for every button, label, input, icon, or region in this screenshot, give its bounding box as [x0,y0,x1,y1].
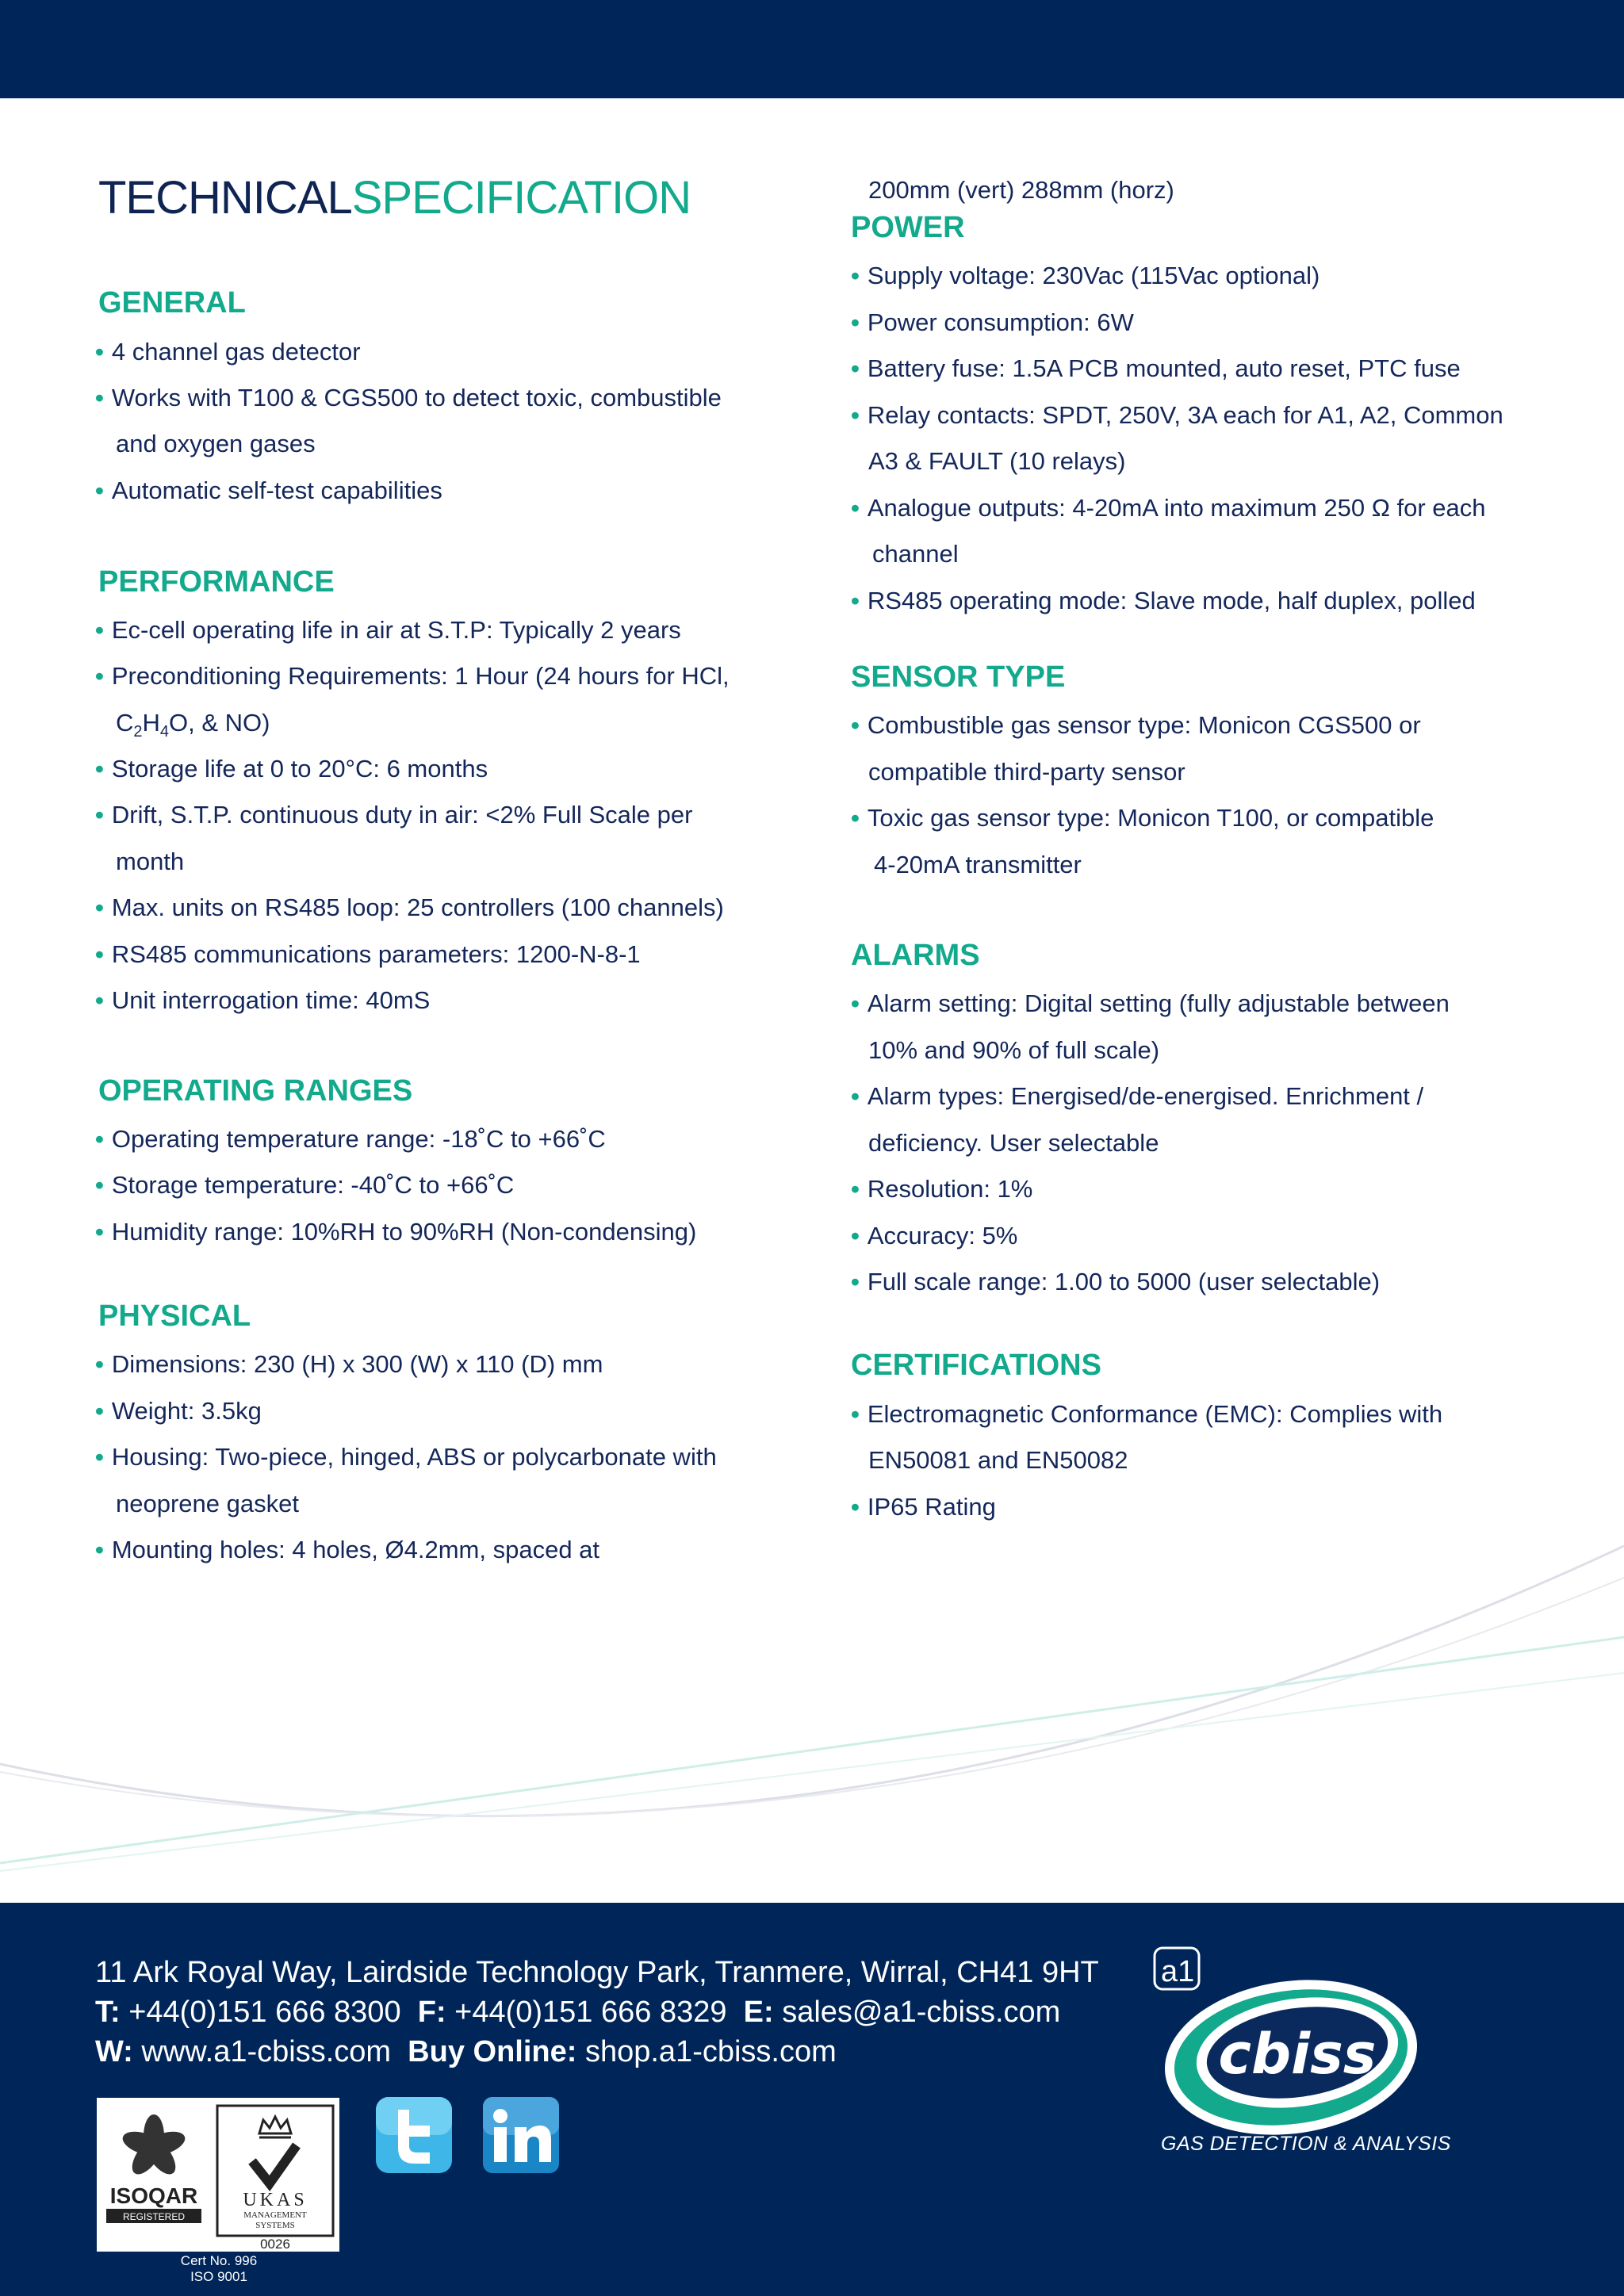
a1-logo-text: a1 [1161,1955,1195,1988]
physical-heading: PHYSICAL [98,1299,251,1333]
power-item: • Battery fuse: 1.5A PCB mounted, auto reset, PTC fuse [851,354,1461,382]
power-item: • Analogue outputs: 4-20mA into maximum 250 Ω for each [851,494,1486,522]
power-heading: POWER [851,211,965,244]
performance-heading: PERFORMANCE [98,565,335,599]
footer-contact-line: T: +44(0)151 666 8300 F: +44(0)151 666 8329 E: sales@a1-cbiss.com [95,1996,1061,2029]
power-item-continued: channel [872,540,959,568]
checkmark-icon [252,2145,297,2183]
power-item: • Supply voltage: 230Vac (115Vac optional) [851,262,1320,289]
footer-web-line: W: www.a1-cbiss.com Buy Online: shop.a1-cbiss.com [95,2035,837,2068]
alarm-item: • Alarm setting: Digital setting (fully adjustable between [851,989,1450,1017]
general-item-continued: and oxygen gases [116,430,316,457]
sensor-type-heading: SENSOR TYPE [851,660,1066,694]
certification-badges [97,2098,339,2252]
alarm-item-continued: 10% and 90% of full scale) [868,1036,1160,1064]
iso-standard: ISO 9001 [190,2269,247,2284]
general-heading: GENERAL [98,286,246,320]
operating-ranges-heading: OPERATING RANGES [98,1074,413,1108]
logo-tagline: GAS DETECTION & ANALYSIS [1161,2133,1451,2155]
performance-formula: $C_2H_4O$, & NO) [116,709,270,741]
physical-item-continued: neoprene gasket [116,1490,299,1517]
page-title [98,168,691,228]
physical-item: • Mounting holes: 4 holes, Ø4.2mm, spaced at [95,1536,600,1563]
alarm-item: • Accuracy: 5% [851,1222,1018,1249]
registered-text: REGISTERED [122,2211,186,2222]
alarm-item-continued: deficiency. User selectable [868,1129,1159,1157]
phone-number[interactable]: +44(0)151 666 8300 [128,1996,401,2029]
alarm-item: • Resolution: 1% [851,1175,1033,1203]
certification-item: • IP65 Rating [851,1493,996,1521]
sensor-type-item: • Combustible gas sensor type: Monicon CGS500 or [851,711,1421,739]
cbiss-logo-text: cbiss [1218,2022,1377,2087]
operating-range-item: • Operating temperature range: -18˚C to +66˚C [95,1125,606,1153]
operating-range-item: • Humidity range: 10%RH to 90%RH (Non-condensing) [95,1218,697,1246]
certifications-heading: CERTIFICATIONS [851,1349,1101,1382]
cert-number: Cert No. 996 [180,2253,258,2268]
website-link[interactable]: www.a1-cbiss.com [141,2035,392,2068]
power-item: • Relay contacts: SPDT, 250V, 3A each for A1, A2, Common [851,401,1503,429]
ukas-text: UKAS [243,2190,308,2210]
sensor-type-item-continued: compatible third-party sensor [868,758,1185,786]
power-item: • RS485 operating mode: Slave mode, half duplex, polled [851,587,1476,614]
title-technical: TECHNICAL [98,172,352,224]
physical-item: • Dimensions: 230 (H) x 300 (W) x 110 (D) mm [95,1350,603,1378]
linkedin-icon[interactable] [481,2095,561,2175]
general-item: • Automatic self-test capabilities [95,476,442,504]
sensor-type-item-continued: 4-20mA transmitter [874,851,1082,878]
physical-item: • Weight: 3.5kg [95,1397,262,1425]
sensor-type-item: • Toxic gas sensor type: Monicon T100, or compatible [851,804,1434,832]
performance-item: • Drift, S.T.P. continuous duty in air: <2% Full Scale per [95,801,693,828]
ukas-number: 0026 [260,2237,290,2252]
performance-item: • RS485 communications parameters: 1200-N-8-1 [95,940,641,968]
fax-number: +44(0)151 666 8329 [454,1996,727,2029]
physical-item-continued-right: 200mm (vert) 288mm (horz) [868,176,1174,204]
certification-item: • Electromagnetic Conformance (EMC): Complies with [851,1400,1443,1428]
general-item: • Works with T100 & CGS500 to detect toxic, combustible [95,384,722,411]
general-item: • 4 channel gas detector [95,338,361,365]
performance-item: • Preconditioning Requirements: 1 Hour (24 hours for HCl, [95,662,730,690]
performance-item: • Storage life at 0 to 20°C: 6 months [95,755,488,783]
email-link[interactable]: sales@a1-cbiss.com [782,1996,1061,2029]
power-item: • Power consumption: 6W [851,308,1134,336]
certification-item-continued: EN50081 and EN50082 [868,1446,1128,1474]
management-text: MANAGEMENT [243,2210,307,2220]
isoqar-ukas-badge-graphic [97,2098,339,2252]
systems-text: SYSTEMS [255,2221,295,2230]
isoqar-star-icon [120,2114,188,2179]
alarm-item: • Full scale range: 1.00 to 5000 (user selectable) [851,1268,1381,1295]
top-banner [0,0,1624,98]
power-item-continued: A3 & FAULT (10 relays) [868,447,1126,475]
performance-item: • Unit interrogation time: 40mS [95,986,431,1014]
alarm-item: • Alarm types: Energised/de-energised. Enrichment / [851,1082,1424,1110]
title-specification: SPECIFICATION [351,172,691,224]
footer-address: 11 Ark Royal Way, Lairdside Technology Park, Tranmere, Wirral, CH41 9HT [95,1956,1099,1989]
shop-link[interactable]: shop.a1-cbiss.com [584,2035,837,2068]
alarms-heading: ALARMS [851,939,980,972]
crown-icon [259,2117,291,2137]
physical-item: • Housing: Two-piece, hinged, ABS or polycarbonate with [95,1443,717,1471]
performance-item-continued: month [116,848,185,875]
twitter-icon[interactable] [374,2095,454,2175]
performance-item: • Max. units on RS485 loop: 25 controllers (100 channels) [95,894,724,921]
performance-item: • Ec-cell operating life in air at S.T.P: Typically 2 years [95,616,681,644]
isoqar-text: ISOQAR [109,2183,198,2208]
operating-range-item: • Storage temperature: -40˚C to +66˚C [95,1171,515,1199]
